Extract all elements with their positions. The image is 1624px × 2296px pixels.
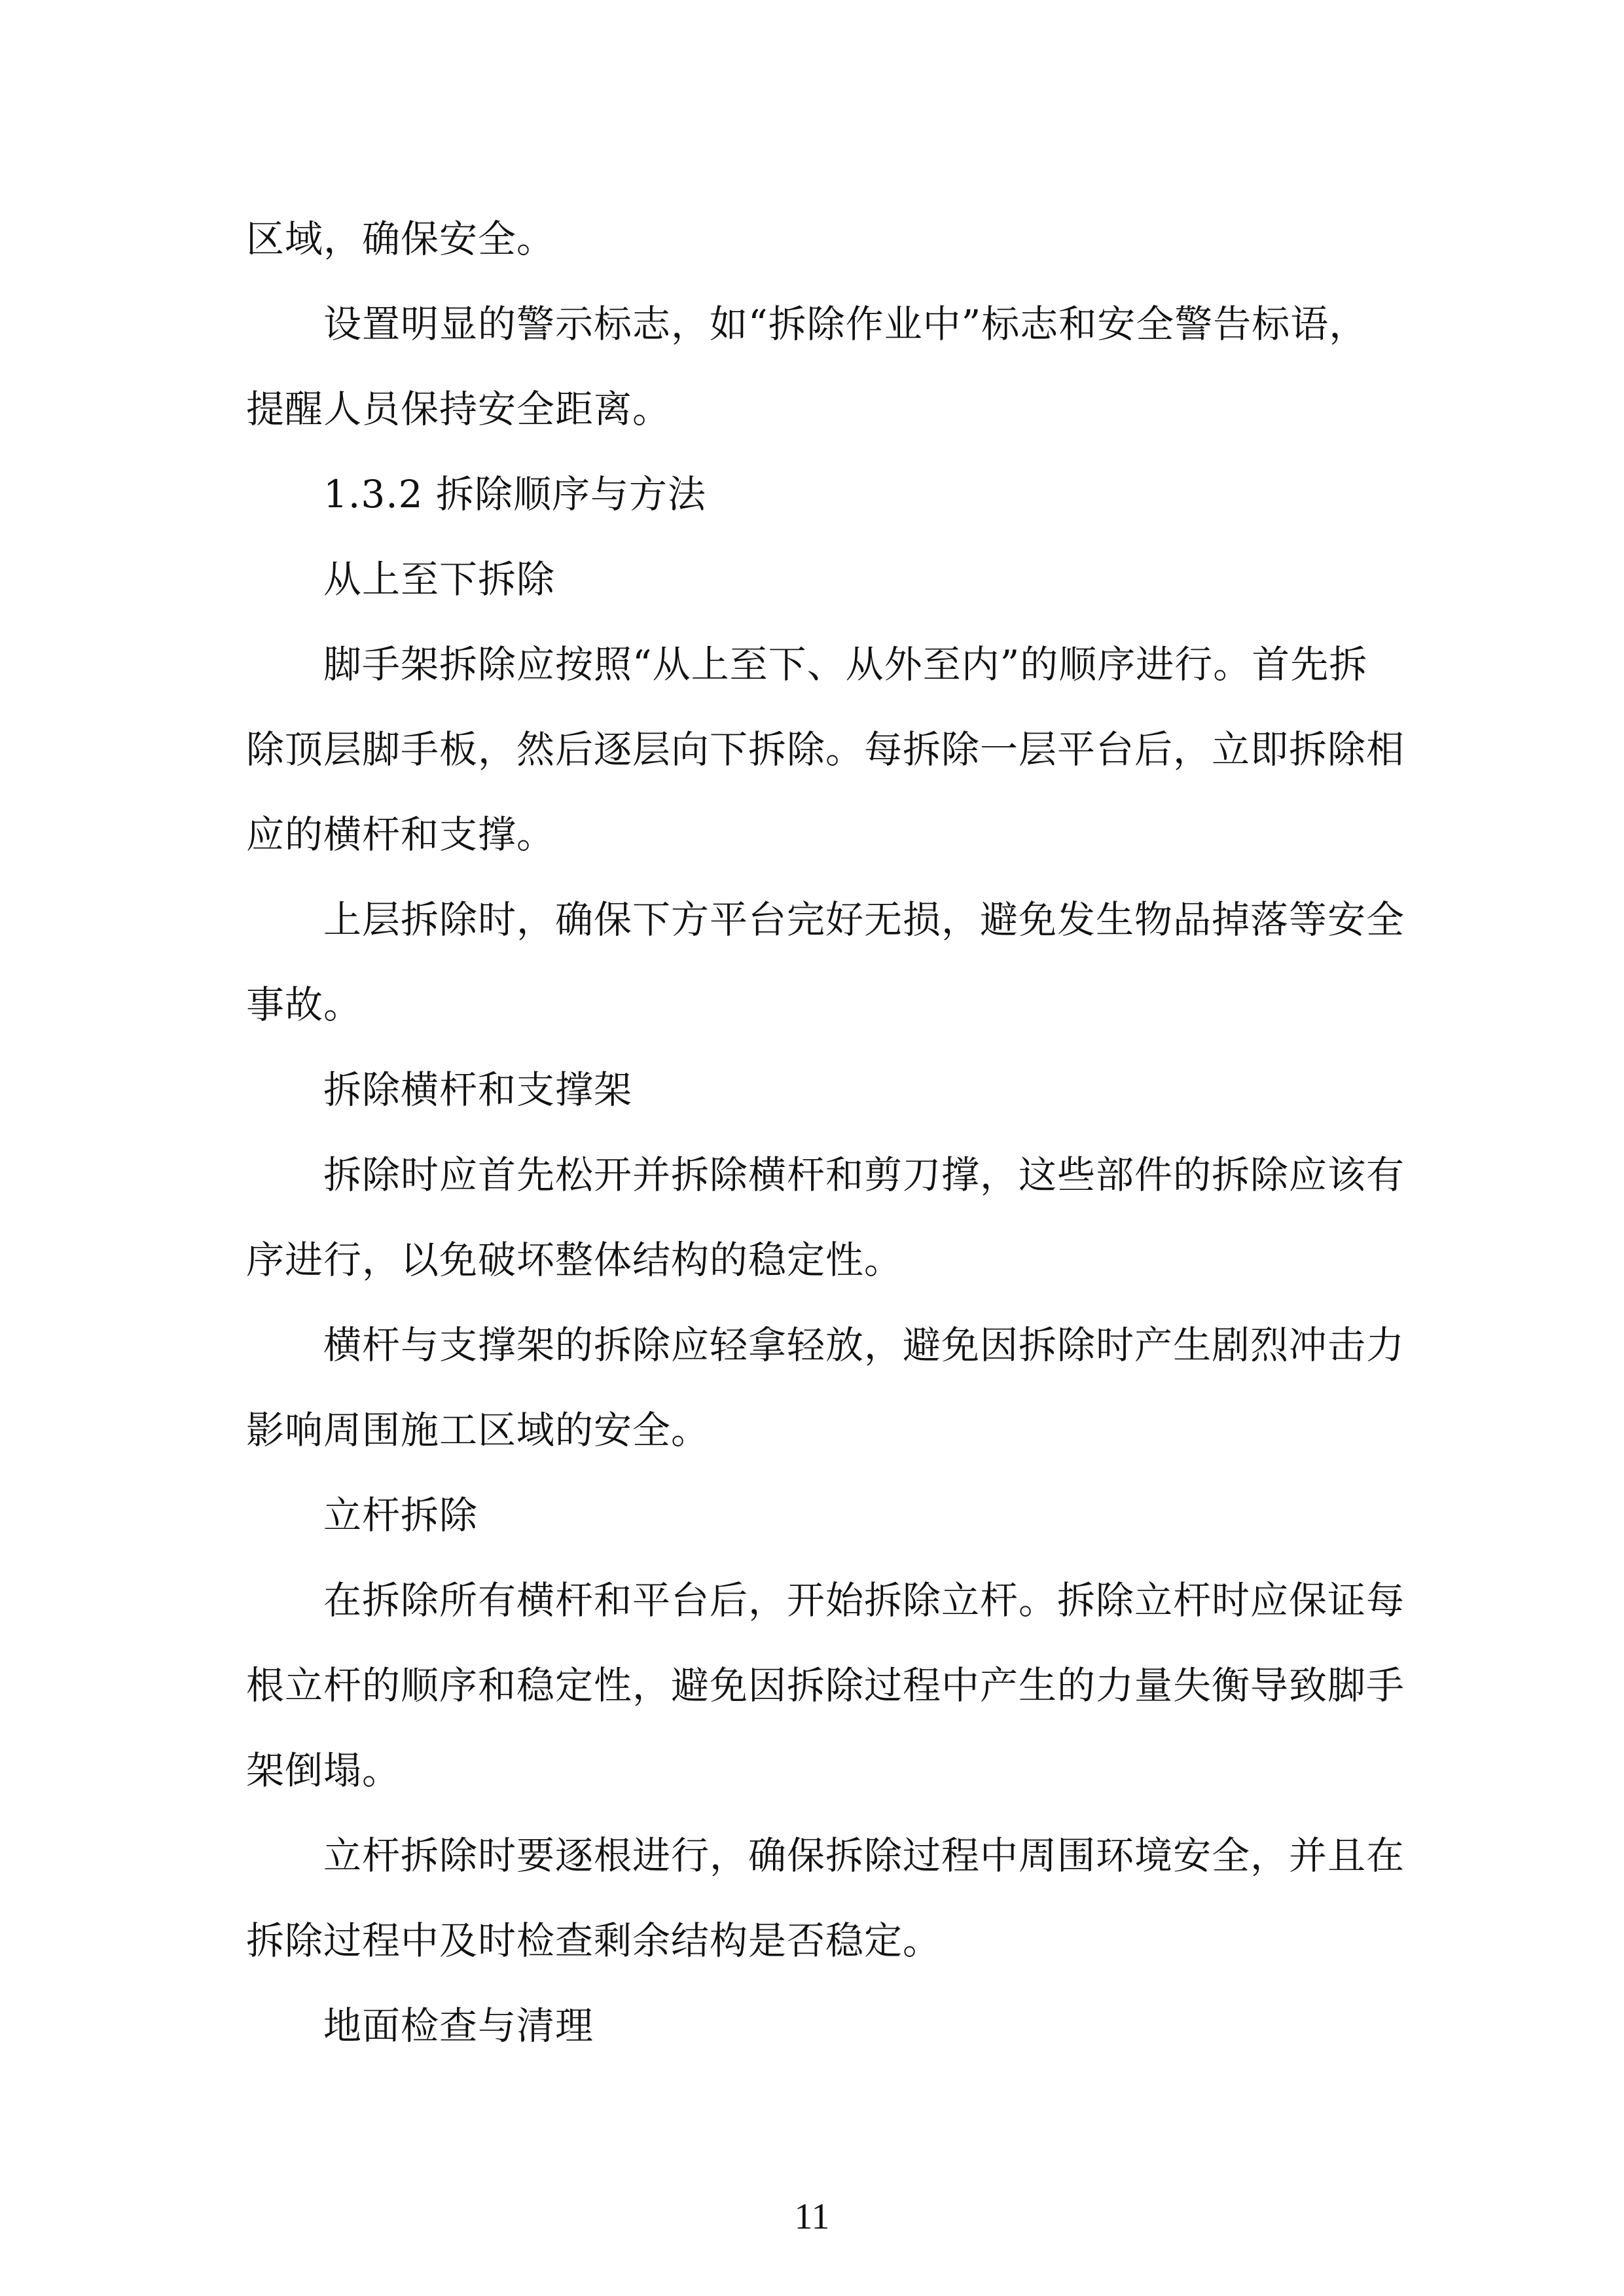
subheading: 拆除横杆和支撑架: [323, 1067, 633, 1112]
paragraph-line: 应的横杆和支撑。: [246, 812, 556, 857]
subheading: 立杆拆除: [323, 1493, 478, 1537]
paragraph-line: 序进行，以免破坏整体结构的稳定性。: [246, 1238, 903, 1282]
paragraph-line-continuation: 区域，确保安全。: [246, 217, 556, 261]
paragraph-line: 架倒塌。: [246, 1748, 401, 1793]
paragraph-line-first: 脚手架拆除应按照“从上至下、从外至内”的顺序进行。首先拆: [323, 642, 1368, 687]
paragraph-line-first: 上层拆除时，确保下方平台完好无损，避免发生物品掉落等安全: [323, 897, 1405, 942]
document-body: [246, 196, 1405, 2068]
paragraph-line-first: 横杆与支撑架的拆除应轻拿轻放，避免因拆除时产生剧烈冲击力: [323, 1323, 1405, 1367]
paragraph-line: 提醒人员保持安全距离。: [246, 387, 672, 431]
paragraph-line-first: 设置明显的警示标志，如“拆除作业中”标志和安全警告标语，: [323, 302, 1368, 346]
paragraph-line-first: 在拆除所有横杆和平台后，开始拆除立杆。拆除立杆时应保证每: [323, 1578, 1405, 1623]
paragraph-line-first: 立杆拆除时要逐根进行，确保拆除过程中周围环境安全，并且在: [323, 1833, 1405, 1878]
paragraph-line-first: 拆除时应首先松开并拆除横杆和剪刀撑，这些部件的拆除应该有: [323, 1153, 1405, 1197]
paragraph-line: 拆除过程中及时检查剩余结构是否稳定。: [246, 1918, 942, 1963]
section-heading: 1.3.2 拆除顺序与方法: [323, 472, 707, 516]
paragraph-line: 除顶层脚手板，然后逐层向下拆除。每拆除一层平台后，立即拆除相: [246, 727, 1405, 772]
paragraph-line: 事故。: [246, 982, 363, 1027]
paragraph-line: 影响周围施工区域的安全。: [246, 1408, 710, 1452]
page-number: 11: [794, 2197, 830, 2237]
paragraph-line: 根立杆的顺序和稳定性，避免因拆除过程中产生的力量失衡导致脚手: [246, 1663, 1405, 1708]
subheading: 地面检查与清理: [323, 2003, 594, 2048]
subheading: 从上至下拆除: [323, 557, 556, 601]
